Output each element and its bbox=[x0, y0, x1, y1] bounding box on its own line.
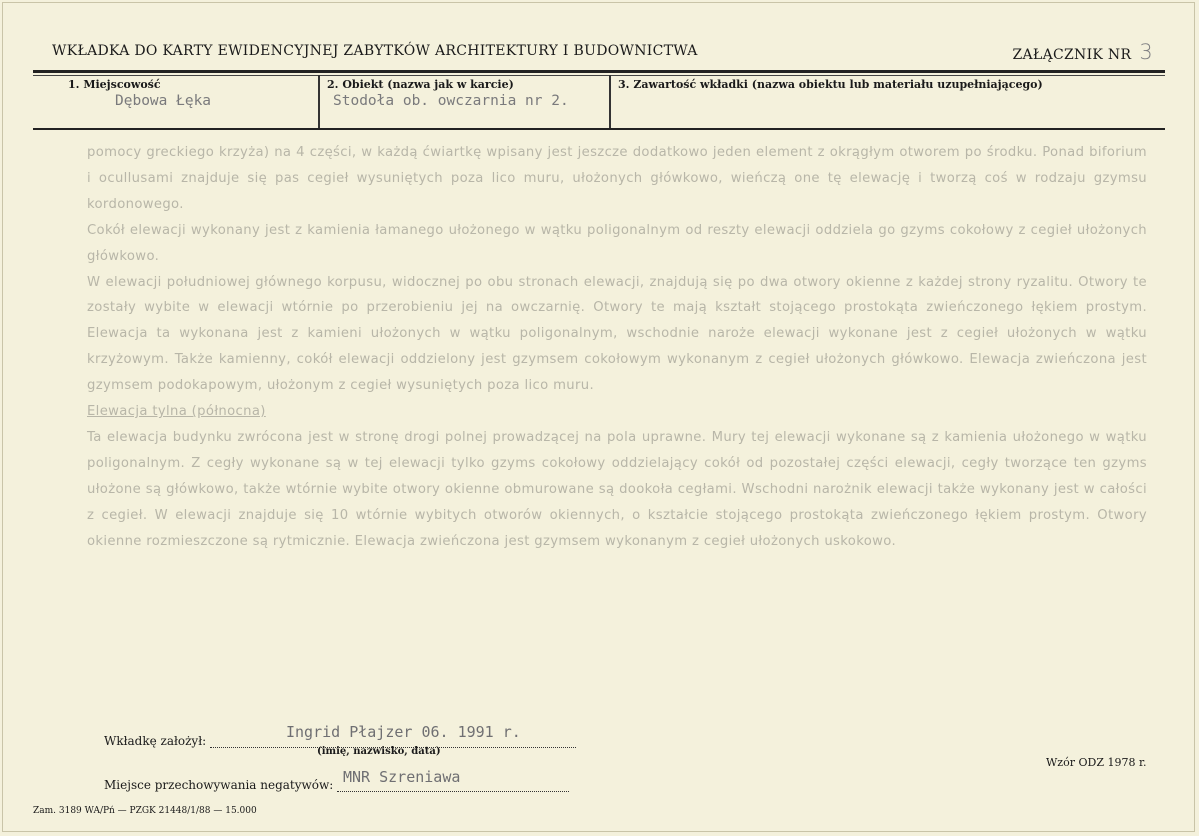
locality-value: Dębowa Łęka bbox=[115, 93, 212, 109]
annex-number bbox=[1012, 40, 1153, 64]
header-rule-thin bbox=[33, 75, 1165, 76]
paragraph: W elewacji południowej głównego korpusu, widocznej po obu stronach elewacji, znajdują się po dwa otwory okienne z każdej strony ryzalitu. Otwory te zostały wybite w elewacji wtórnie po przerobieniu jej na owczarnię. Otwory te mają kształt stojącego prostokąta zwieńczonego łękiem prostym. Elewacja ta wykonana jest z kamieni ułożonych w wątku poligonalnym, wschodnie naroże elewacji wykonane jest z cegieł ułożonych w wątku krzyżowym. Także kamienny, cokół elewacji oddzielony jest gzymsem cokołowym wykonanym z cegieł ułożonych główkowo. Elewacja zwieńczona jest gzymsem podokapowym, ułożonym z cegieł wysuniętych poza lico muru. bbox=[87, 274, 1147, 394]
founded-value: Ingrid Płajzer 06. 1991 r. bbox=[286, 723, 521, 741]
storage-row bbox=[104, 778, 569, 792]
paragraph: pomocy greckiego krzyża) na 4 części, w każdą ćwiartkę wpisany jest jeszcze dodatkowo jeden element z okrągłym otworem po środku. Ponad biforium i ocullusami znajduje się pas cegieł wysuniętych poza lico muru, ułożonych główkowo, wieńczą one tę elewację i tworzą coś w rodzaju gzymsu kordonowego. bbox=[87, 145, 1147, 212]
card-title: WKŁADKA DO KARTY EWIDENCYJNEJ ZABYTKÓW ARCHITEKTURY I BUDOWNICTWA bbox=[52, 43, 698, 59]
paragraph: Cokół elewacji wykonany jest z kamienia łamanego ułożonego w wątku poligonalnym od reszty elewacji oddziela go gzyms cokołowy z cegieł ułożonych główkowo. bbox=[87, 222, 1147, 264]
description-text bbox=[87, 140, 1147, 555]
section-heading: Elewacja tylna (północna) bbox=[87, 404, 266, 420]
storage-label: Miejsce przechowywania negatywów: bbox=[104, 778, 334, 792]
print-note: Zam. 3189 WA/Pń — PZGK 21448/1/88 — 15.000 bbox=[33, 806, 257, 816]
field-divider bbox=[609, 75, 611, 128]
founded-label: Wkładkę założył: bbox=[104, 734, 207, 748]
locality-label: 1. Miejscowość bbox=[68, 78, 161, 91]
founded-caption: (imię, nazwisko, data) bbox=[317, 746, 441, 757]
object-label: 2. Obiekt (nazwa jak w karcie) bbox=[327, 78, 514, 91]
paragraph: Ta elewacja budynku zwrócona jest w stronę drogi polnej prowadzącej na pola uprawne. Mury tej elewacji wykonane są z kamienia ułożonego w wątku poligonalnym. Z cegły wykonane są w tej elewacji tylko gzyms cokołowy oddzielający cokół od pozostałej części elewacji, cegły tworzące ten gzyms ułożone są główkowo, także wtórnie wybite otwory okienne obmurowane są dookoła cegłami. Wschodni narożnik elewacji także wykonany jest w całości z cegieł. W elewacji znajduje się 10 wtórnie wybitych otworów okiennych, o kształcie stojącego prostokąta zwieńczonego łękiem prostym. Otwory okienne rozmieszczone są rytmicznie. Elewacja zwieńczona jest gzymsem wykonanym z cegieł ułożonych uskokowo. bbox=[87, 429, 1147, 549]
template-note: Wzór ODZ 1978 r. bbox=[1046, 756, 1147, 769]
annex-handwritten-number: 3 bbox=[1139, 40, 1153, 64]
field-divider bbox=[318, 75, 320, 128]
content-label: 3. Zawartość wkładki (nazwa obiektu lub materiału uzupełniającego) bbox=[618, 78, 1043, 91]
header-rule-bottom bbox=[33, 128, 1165, 130]
storage-value: MNR Szreniawa bbox=[343, 768, 461, 786]
annex-label: ZAŁĄCZNIK NR bbox=[1012, 47, 1132, 63]
header-rule-top bbox=[33, 70, 1165, 73]
object-value: Stodoła ob. owczarnia nr 2. bbox=[333, 93, 569, 109]
